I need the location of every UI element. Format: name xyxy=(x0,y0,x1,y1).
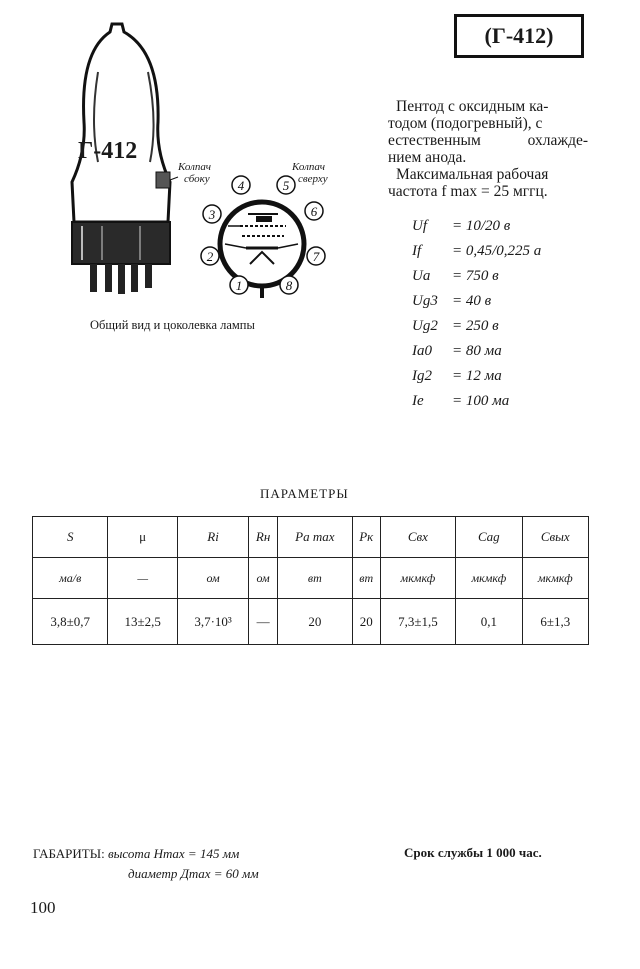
table-cell: мкмкф xyxy=(380,558,455,599)
table-cell: — xyxy=(249,599,278,645)
tube-description: Пентод с оксидным ка- тодом (подогревный), с естественным охлажде- нием анода. Максимальная рабочая частота f max = 25 мггц. xyxy=(388,98,588,200)
table-cell: 7,3±1,5 xyxy=(380,599,455,645)
table-header-cell: S xyxy=(33,517,108,558)
table-header-cell: Rн xyxy=(249,517,278,558)
dimensions-block xyxy=(33,844,259,884)
spec-row: Ia0 = 80 ма xyxy=(412,343,502,359)
spec-row: Ug2 = 250 в xyxy=(412,318,499,334)
spec-row: Ie = 100 ма xyxy=(412,393,510,409)
spec-list xyxy=(412,214,541,414)
pin-label: 5 xyxy=(282,178,290,193)
cap-side-label: Колпач сбоку xyxy=(178,161,212,185)
table-values-row xyxy=(33,599,589,645)
table-cell: 20 xyxy=(352,599,380,645)
table-cell: ом xyxy=(249,558,278,599)
table-cell: ма/в xyxy=(33,558,108,599)
table-header-row xyxy=(33,517,589,558)
pin-label: 1 xyxy=(235,278,243,293)
dimension-height: высота Hmax = 145 мм xyxy=(107,846,240,861)
table-cell: мкмкф xyxy=(456,558,522,599)
table-cell: 20 xyxy=(277,599,352,645)
params-heading: ПАРАМЕТРЫ xyxy=(260,486,349,501)
pin-label: 8 xyxy=(285,278,293,293)
table-cell: ом xyxy=(177,558,248,599)
table-cell: мкмкф xyxy=(522,558,588,599)
pin-label: 4 xyxy=(237,178,245,193)
table-cell: 3,7·10³ xyxy=(177,599,248,645)
spec-row: Ig2 = 12 ма xyxy=(412,368,502,384)
table-cell: 0,1 xyxy=(456,599,522,645)
table-cell: 3,8±0,7 xyxy=(33,599,108,645)
page-number: 100 xyxy=(30,898,56,917)
spec-row: Ug3 = 40 в xyxy=(412,293,492,309)
table-header-cell: Pк xyxy=(352,517,380,558)
table-header-cell: Cag xyxy=(456,517,522,558)
figure-caption: Общий вид и цоколевка лампы xyxy=(90,318,255,332)
spec-row: Ua = 750 в xyxy=(412,268,499,284)
bulb-marking: Г-412 xyxy=(78,138,138,164)
table-header-cell: Pa max xyxy=(277,517,352,558)
cap-top-label: Колпач сверху xyxy=(292,161,328,185)
table-units-row xyxy=(33,558,589,599)
params-table xyxy=(32,516,589,645)
service-life: Срок службы 1 000 час. xyxy=(404,845,542,860)
dimension-diameter: диаметр Дmax = 60 мм xyxy=(128,866,259,881)
spec-row: If = 0,45/0,225 а xyxy=(412,243,542,259)
table-header-cell: Ri xyxy=(177,517,248,558)
pin-label: 7 xyxy=(312,249,320,264)
table-header-cell: Cвых xyxy=(522,517,588,558)
table-cell: вт xyxy=(277,558,352,599)
spec-row: Uf = 10/20 в xyxy=(412,218,511,234)
table-cell: вт xyxy=(352,558,380,599)
dimensions-label: ГАБАРИТЫ: xyxy=(33,846,105,861)
table-cell: — xyxy=(108,558,177,599)
table-cell: 6±1,3 xyxy=(522,599,588,645)
tube-type-label: (Г-412) xyxy=(454,14,584,58)
table-cell: 13±2,5 xyxy=(108,599,177,645)
pin-label: 3 xyxy=(208,207,216,222)
table-header-cell: Cвх xyxy=(380,517,455,558)
pin-label: 2 xyxy=(206,249,214,264)
pin-label: 6 xyxy=(310,204,318,219)
table-header-cell: μ xyxy=(108,517,177,558)
